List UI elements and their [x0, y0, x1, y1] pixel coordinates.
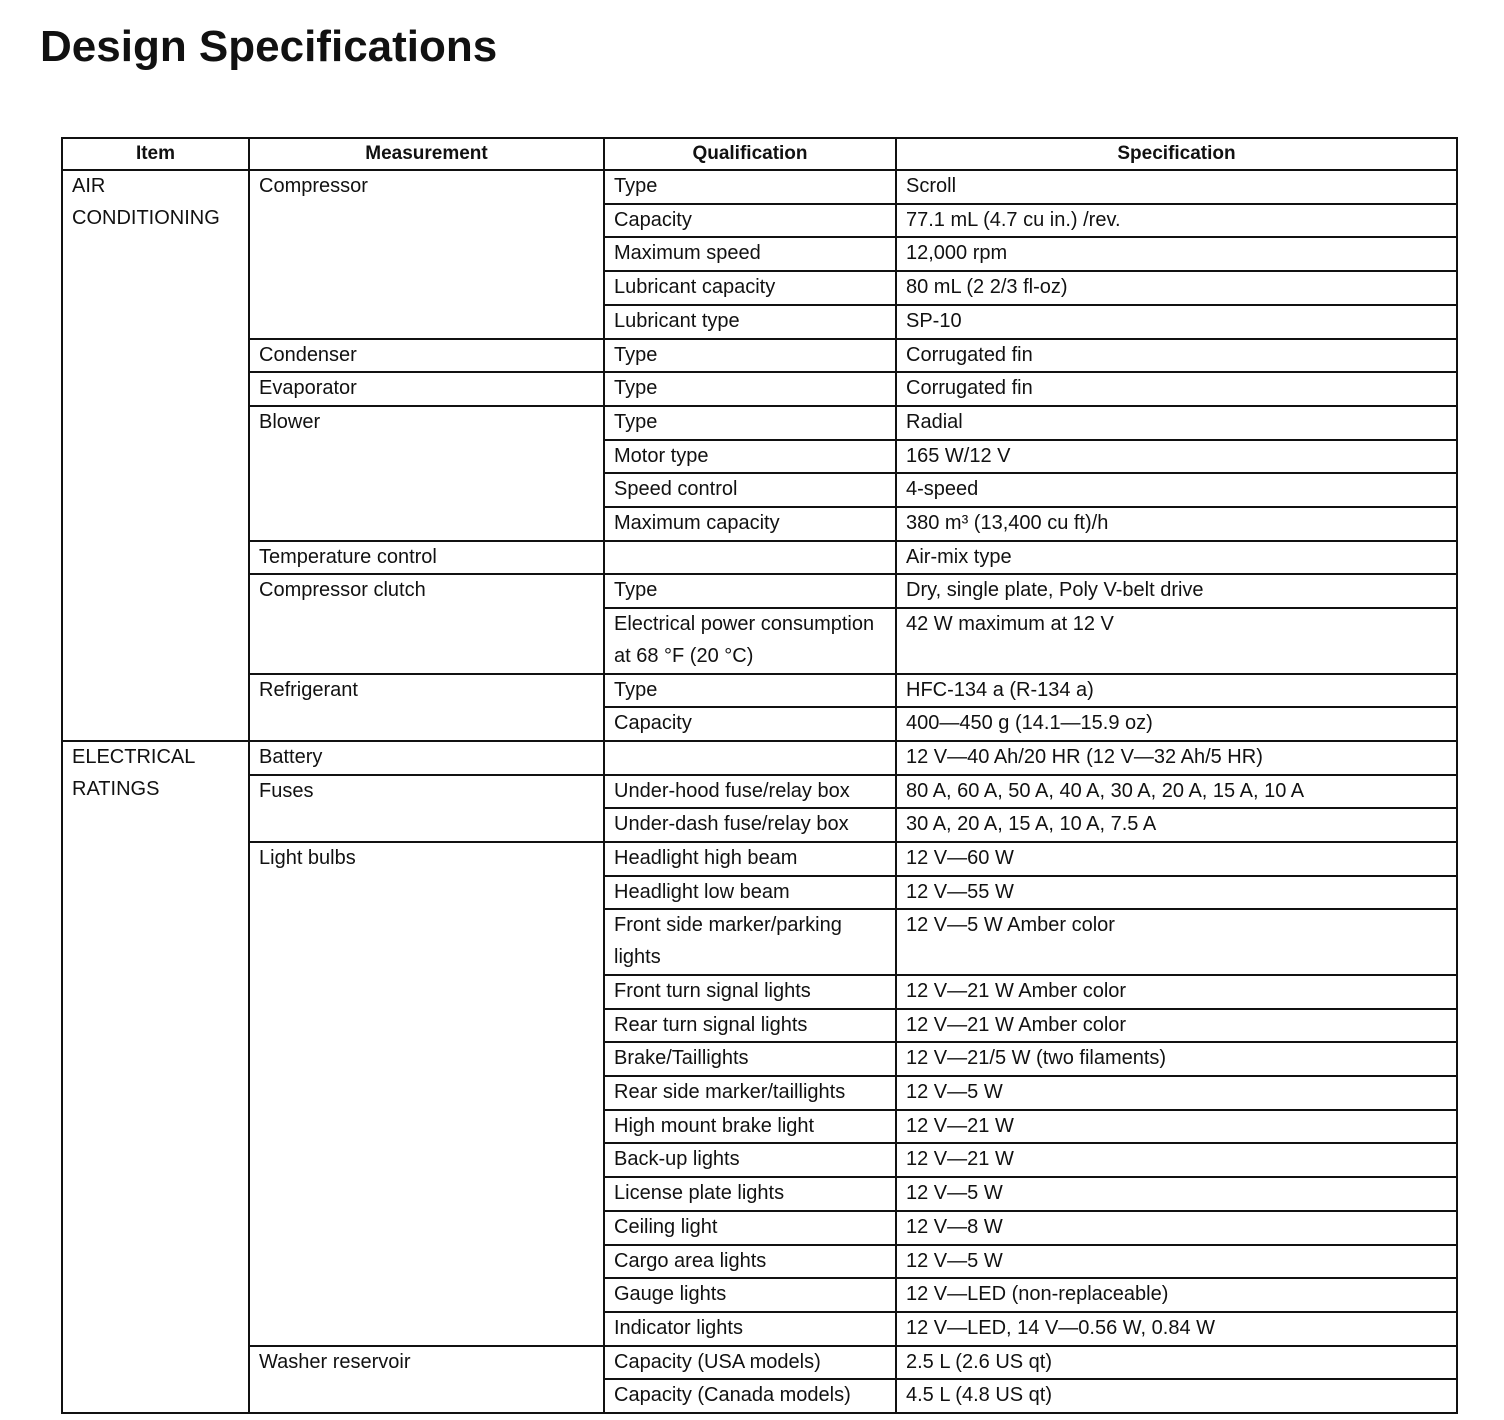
specification-cell: 4.5 L (4.8 US qt) — [896, 1379, 1457, 1413]
qualification-cell: Type — [604, 372, 896, 406]
specification-cell: 12 V—5 W — [896, 1076, 1457, 1110]
qualification-cell: High mount brake light — [604, 1110, 896, 1144]
qualification-cell — [604, 741, 896, 775]
spec-table — [61, 137, 1458, 1414]
measurement-cell: Fuses — [249, 775, 604, 842]
specification-cell: 380 m³ (13,400 cu ft)/h — [896, 507, 1457, 541]
specification-cell: 77.1 mL (4.7 cu in.) /rev. — [896, 204, 1457, 238]
qualification-cell: Under-dash fuse/relay box — [604, 808, 896, 842]
qualification-cell: Maximum speed — [604, 237, 896, 271]
qualification-cell — [604, 541, 896, 575]
measurement-cell: Washer reservoir — [249, 1346, 604, 1413]
qualification-cell: Front side marker/parking lights — [604, 909, 896, 974]
header-specification: Specification — [896, 138, 1457, 170]
qualification-cell: Headlight high beam — [604, 842, 896, 876]
specification-cell: 12 V—8 W — [896, 1211, 1457, 1245]
qualification-cell: Front turn signal lights — [604, 975, 896, 1009]
measurement-cell: Compressor — [249, 170, 604, 339]
specification-cell: Air-mix type — [896, 541, 1457, 575]
qualification-cell: Type — [604, 674, 896, 708]
specification-cell: 30 A, 20 A, 15 A, 10 A, 7.5 A — [896, 808, 1457, 842]
qualification-cell: Capacity (Canada models) — [604, 1379, 896, 1413]
table-header — [62, 138, 1457, 170]
specification-cell: 2.5 L (2.6 US qt) — [896, 1346, 1457, 1380]
specification-cell: 12,000 rpm — [896, 237, 1457, 271]
qualification-cell: Ceiling light — [604, 1211, 896, 1245]
qualification-cell: Capacity (USA models) — [604, 1346, 896, 1380]
qualification-cell: Motor type — [604, 440, 896, 474]
specification-cell: 12 V—LED (non-replaceable) — [896, 1278, 1457, 1312]
measurement-cell: Blower — [249, 406, 604, 541]
specification-cell: Radial — [896, 406, 1457, 440]
table-body — [62, 170, 1457, 1413]
specification-cell: 12 V—5 W Amber color — [896, 909, 1457, 974]
qualification-cell: Maximum capacity — [604, 507, 896, 541]
header-row — [62, 138, 1457, 170]
measurement-cell: Evaporator — [249, 372, 604, 406]
qualification-cell: Type — [604, 574, 896, 608]
measurement-cell: Light bulbs — [249, 842, 604, 1346]
specification-cell: 12 V—40 Ah/20 HR (12 V—32 Ah/5 HR) — [896, 741, 1457, 775]
specification-cell: HFC-134 a (R-134 a) — [896, 674, 1457, 708]
qualification-cell: License plate lights — [604, 1177, 896, 1211]
qualification-cell: Type — [604, 170, 896, 204]
measurement-cell: Condenser — [249, 339, 604, 373]
qualification-cell: Rear side marker/taillights — [604, 1076, 896, 1110]
qualification-cell: Brake/Taillights — [604, 1042, 896, 1076]
qualification-cell: Lubricant capacity — [604, 271, 896, 305]
specification-cell: 12 V—60 W — [896, 842, 1457, 876]
specification-cell: Corrugated fin — [896, 339, 1457, 373]
specification-cell: Corrugated fin — [896, 372, 1457, 406]
qualification-cell: Type — [604, 339, 896, 373]
item-cell: AIR CONDITIONING — [62, 170, 249, 741]
table-row — [62, 406, 1457, 440]
specification-cell: 12 V—5 W — [896, 1245, 1457, 1279]
table-row — [62, 170, 1457, 204]
specification-cell: 80 A, 60 A, 50 A, 40 A, 30 A, 20 A, 15 A, 10 A — [896, 775, 1457, 809]
specification-cell: 12 V—21 W — [896, 1143, 1457, 1177]
qualification-cell: Electrical power consumption at 68 °F (20 °C) — [604, 608, 896, 673]
header-measurement: Measurement — [249, 138, 604, 170]
qualification-cell: Cargo area lights — [604, 1245, 896, 1279]
specification-cell: 80 mL (2 2/3 fl-oz) — [896, 271, 1457, 305]
qualification-cell: Lubricant type — [604, 305, 896, 339]
specification-cell: 4-speed — [896, 473, 1457, 507]
qualification-cell: Headlight low beam — [604, 876, 896, 910]
specification-cell: 12 V—5 W — [896, 1177, 1457, 1211]
specification-cell: Dry, single plate, Poly V-belt drive — [896, 574, 1457, 608]
header-item: Item — [62, 138, 249, 170]
measurement-cell: Temperature control — [249, 541, 604, 575]
item-cell: ELECTRICAL RATINGS — [62, 741, 249, 1413]
specification-cell: 400—450 g (14.1—15.9 oz) — [896, 707, 1457, 741]
header-qualification: Qualification — [604, 138, 896, 170]
specification-cell: 12 V—LED, 14 V—0.56 W, 0.84 W — [896, 1312, 1457, 1346]
table-row — [62, 775, 1457, 809]
qualification-cell: Capacity — [604, 204, 896, 238]
specification-cell: SP-10 — [896, 305, 1457, 339]
qualification-cell: Indicator lights — [604, 1312, 896, 1346]
specification-cell: 42 W maximum at 12 V — [896, 608, 1457, 673]
table-row — [62, 574, 1457, 608]
qualification-cell: Type — [604, 406, 896, 440]
specification-cell: 12 V—21 W Amber color — [896, 975, 1457, 1009]
table-row — [62, 541, 1457, 575]
specification-cell: 12 V—21/5 W (two filaments) — [896, 1042, 1457, 1076]
table-row — [62, 741, 1457, 775]
measurement-cell: Battery — [249, 741, 604, 775]
specification-cell: 12 V—21 W Amber color — [896, 1009, 1457, 1043]
specification-cell: 12 V—21 W — [896, 1110, 1457, 1144]
specification-cell: 165 W/12 V — [896, 440, 1457, 474]
page-title: Design Specifications — [40, 22, 498, 71]
qualification-cell: Rear turn signal lights — [604, 1009, 896, 1043]
table-row — [62, 674, 1457, 708]
specification-cell: Scroll — [896, 170, 1457, 204]
qualification-cell: Capacity — [604, 707, 896, 741]
table-row — [62, 842, 1457, 876]
qualification-cell: Speed control — [604, 473, 896, 507]
measurement-cell: Compressor clutch — [249, 574, 604, 673]
table-row — [62, 339, 1457, 373]
qualification-cell: Under-hood fuse/relay box — [604, 775, 896, 809]
qualification-cell: Gauge lights — [604, 1278, 896, 1312]
table-row — [62, 372, 1457, 406]
specification-cell: 12 V—55 W — [896, 876, 1457, 910]
measurement-cell: Refrigerant — [249, 674, 604, 741]
table-row — [62, 1346, 1457, 1380]
qualification-cell: Back-up lights — [604, 1143, 896, 1177]
